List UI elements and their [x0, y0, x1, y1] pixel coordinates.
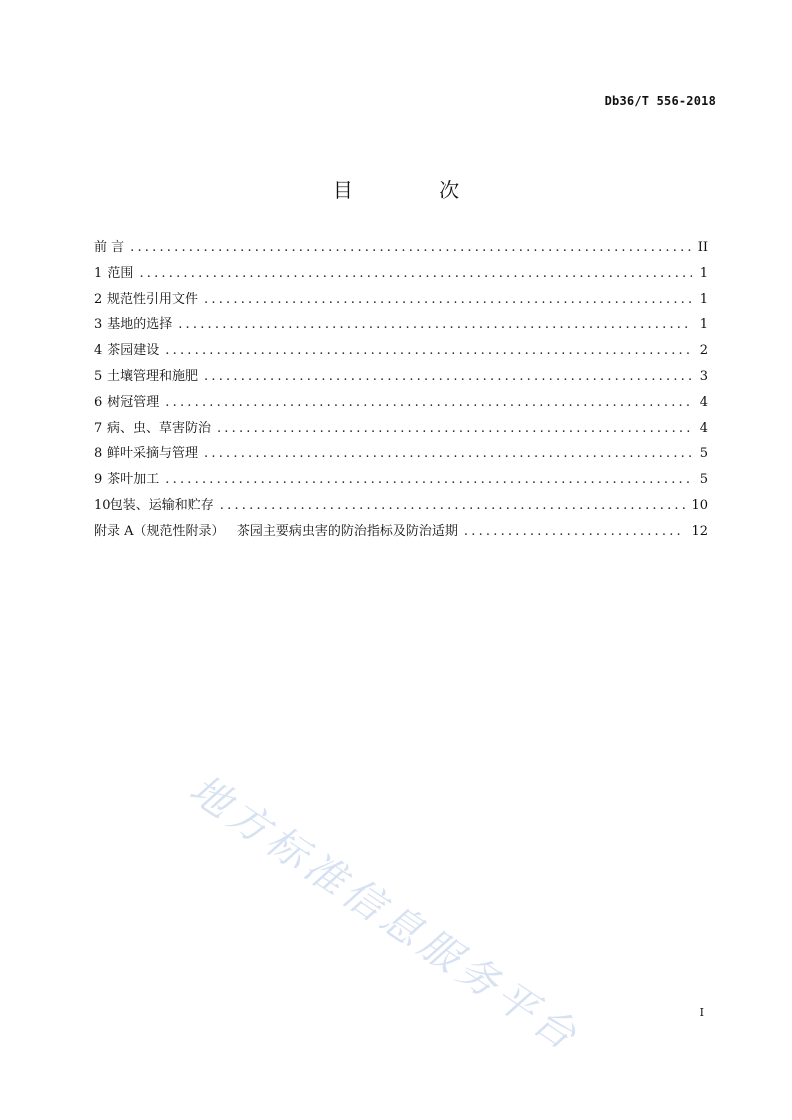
toc-page-number: 1 — [699, 291, 708, 307]
toc-page-number: 10 — [691, 497, 708, 513]
toc-entry-appendix-a[interactable] — [94, 520, 708, 546]
toc-leader — [165, 395, 692, 410]
toc-page-number: 1 — [699, 317, 708, 333]
toc-label: 规范性引用文件 — [107, 291, 199, 307]
toc-entry-site-selection[interactable] — [94, 313, 708, 339]
toc-section-number: 5 — [94, 368, 103, 384]
toc-label: 范围 — [107, 265, 134, 281]
toc-label: 基地的选择 — [107, 317, 173, 333]
toc-page-number: 12 — [691, 523, 708, 539]
toc-entry-pest-control[interactable] — [94, 417, 708, 443]
toc-section-number: 7 — [94, 420, 103, 436]
toc-entry-scope[interactable] — [94, 262, 708, 288]
toc-label: 树冠管理 — [107, 394, 160, 410]
toc-leader — [165, 472, 692, 487]
toc-section-number: 3 — [94, 317, 103, 333]
toc-leader — [165, 343, 692, 358]
toc-leader — [130, 240, 692, 255]
toc-entry-canopy-management[interactable] — [94, 391, 708, 417]
toc-page-number: 4 — [699, 420, 708, 436]
toc-entry-garden-construction[interactable] — [94, 339, 708, 365]
toc-leader — [204, 369, 692, 384]
toc-entry-packaging-storage[interactable] — [94, 494, 708, 520]
toc-page-number: 5 — [699, 472, 708, 488]
toc-leader — [178, 317, 692, 332]
toc-leader — [204, 446, 692, 461]
toc-section-number: 8 — [94, 446, 103, 462]
toc-page-number: 1 — [699, 265, 708, 281]
table-of-contents — [94, 236, 708, 546]
toc-entry-preface[interactable] — [94, 236, 708, 262]
toc-leader — [220, 498, 686, 513]
toc-section-number: 2 — [94, 291, 103, 307]
toc-label: 土壤管理和施肥 — [107, 368, 199, 384]
toc-leader — [464, 524, 686, 539]
toc-label: 茶叶加工 — [107, 472, 160, 488]
toc-page-number: 4 — [699, 394, 708, 410]
toc-section-number: 9 — [94, 472, 103, 488]
toc-label: 病、虫、草害防治 — [106, 420, 211, 436]
toc-section-number: 6 — [94, 394, 103, 410]
toc-page-number: 5 — [699, 446, 708, 462]
toc-label: 茶园建设 — [107, 343, 160, 359]
toc-page-number: II — [697, 240, 708, 255]
toc-page-number: 3 — [699, 368, 708, 384]
toc-label: 鲜叶采摘与管理 — [107, 446, 199, 462]
toc-entry-leaf-picking[interactable] — [94, 442, 708, 468]
toc-section-number: 4 — [94, 343, 103, 359]
toc-leader — [139, 266, 692, 281]
toc-leader — [217, 421, 692, 436]
toc-label: 前 言 — [94, 240, 125, 255]
toc-page-number: 2 — [699, 343, 708, 359]
page-title: 目 次 — [332, 178, 500, 202]
toc-entry-normative-references[interactable] — [94, 288, 708, 314]
toc-section-number: 1 — [94, 265, 103, 281]
toc-section-number: 10 — [94, 497, 111, 513]
toc-leader — [204, 292, 692, 307]
page-number: I — [699, 1006, 704, 1019]
toc-label: 附录 A（规范性附录） 茶园主要病虫害的防治指标及防治适期 — [94, 523, 458, 539]
toc-entry-tea-processing[interactable] — [94, 468, 708, 494]
watermark-text: 地方标准信息服务平台 — [181, 766, 589, 1062]
document-code: Db36/T 556-2018 — [604, 94, 716, 108]
toc-label: 包装、运输和贮存 — [109, 497, 214, 513]
toc-entry-soil-fertilization[interactable] — [94, 365, 708, 391]
